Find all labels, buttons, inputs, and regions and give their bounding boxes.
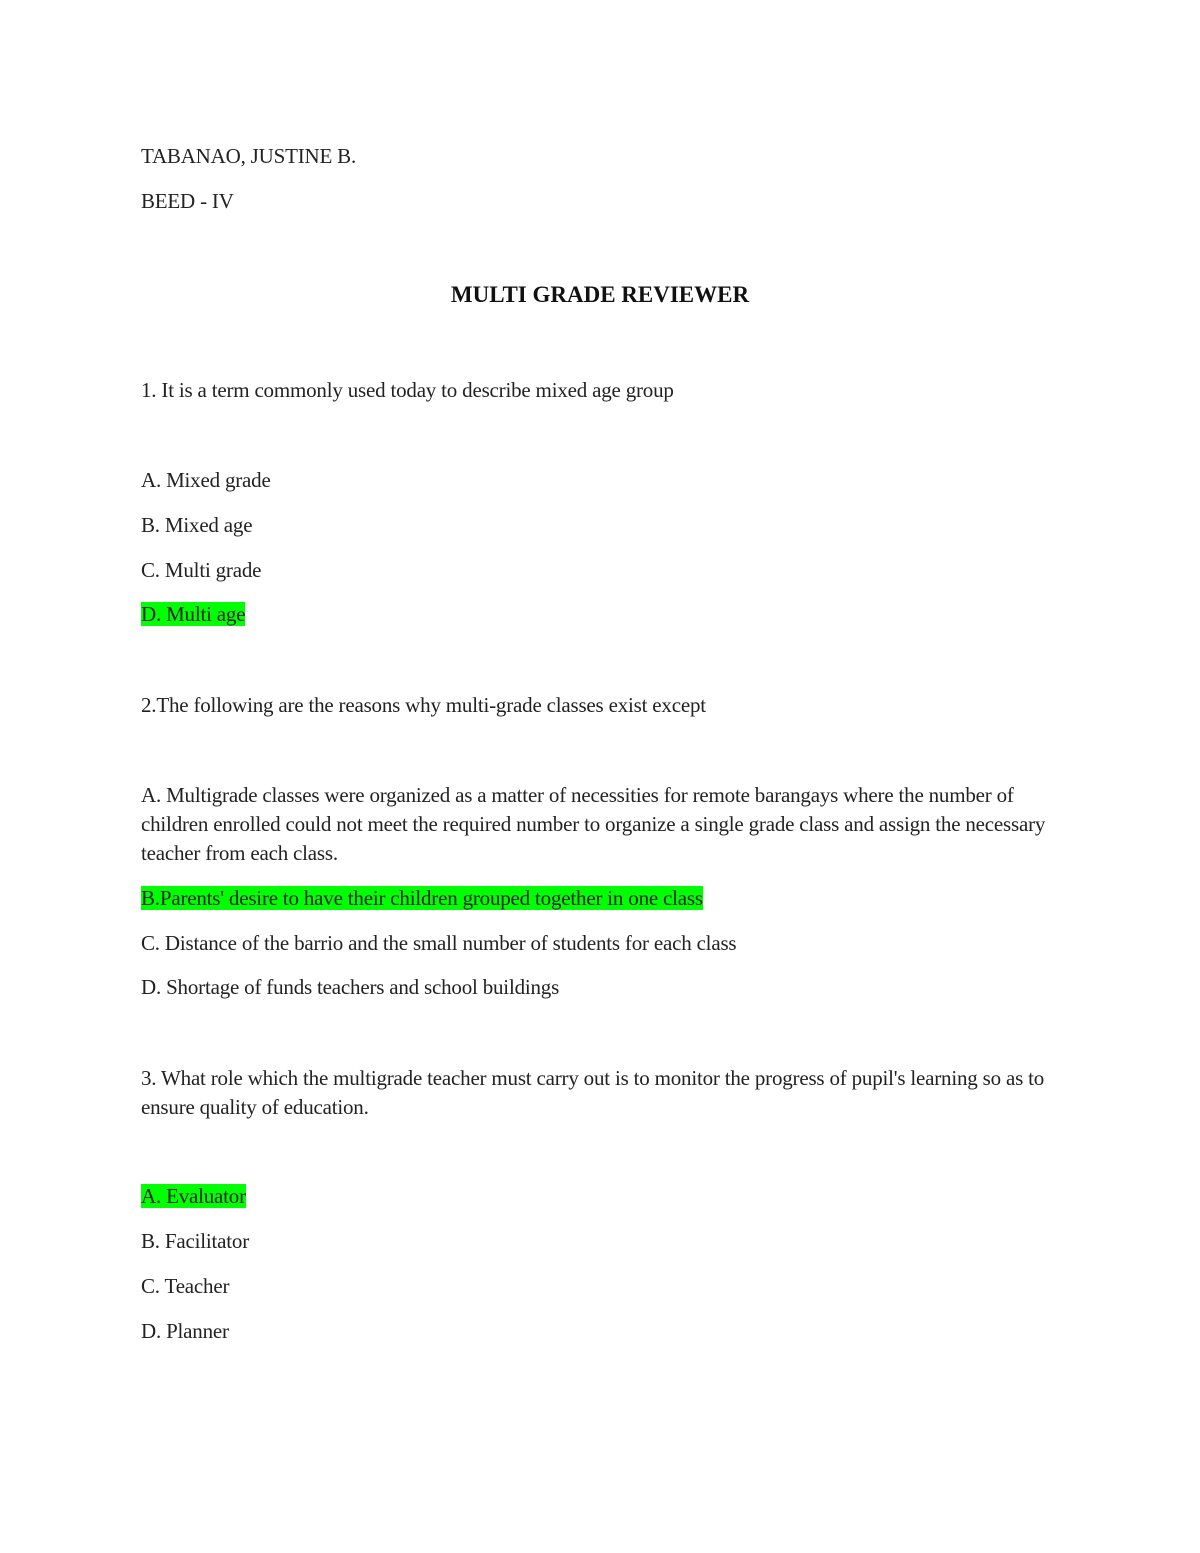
q1-option-b: B. Mixed age — [141, 513, 253, 537]
q1-option-c: C. Multi grade — [141, 558, 262, 582]
document-title: MULTI GRADE REVIEWER — [450, 282, 750, 307]
q3-option-b: B. Facilitator — [141, 1229, 250, 1253]
q3-answer-highlight: A. Evaluator — [141, 1184, 246, 1208]
q2-option-c: C. Distance of the barrio and the small number of students for each class — [141, 931, 737, 955]
q2-option-d: D. Shortage of funds teachers and school buildings — [141, 975, 560, 999]
q3-option-a — [141, 1182, 246, 1211]
q2-option-b — [141, 884, 703, 913]
question-2: 2.The following are the reasons why multi-grade classes exist except — [141, 693, 706, 717]
q2-answer-highlight: B.Parents' desire to have their children grouped together in one class — [141, 886, 703, 910]
question-1: 1. It is a term commonly used today to describe mixed age group — [141, 378, 674, 402]
q3-option-d: D. Planner — [141, 1319, 229, 1343]
course-label: BEED - IV — [141, 189, 234, 213]
q1-option-a: A. Mixed grade — [141, 468, 271, 492]
q1-option-d — [141, 600, 245, 629]
q2-option-a: A. Multigrade classes were organized as a matter of necessities for remote barangays where the number of children enrolled could not meet the required number to organize a single grade class and assign the necessary teacher from each class. — [141, 783, 1046, 865]
q1-answer-highlight: D. Multi age — [141, 602, 246, 626]
q3-option-c: C. Teacher — [141, 1274, 230, 1298]
student-name: TABANAO, JUSTINE B. — [141, 144, 357, 168]
question-3: 3. What role which the multigrade teacher must carry out is to monitor the progress of pupil's learning so as to ensure quality of education. — [141, 1066, 1045, 1119]
